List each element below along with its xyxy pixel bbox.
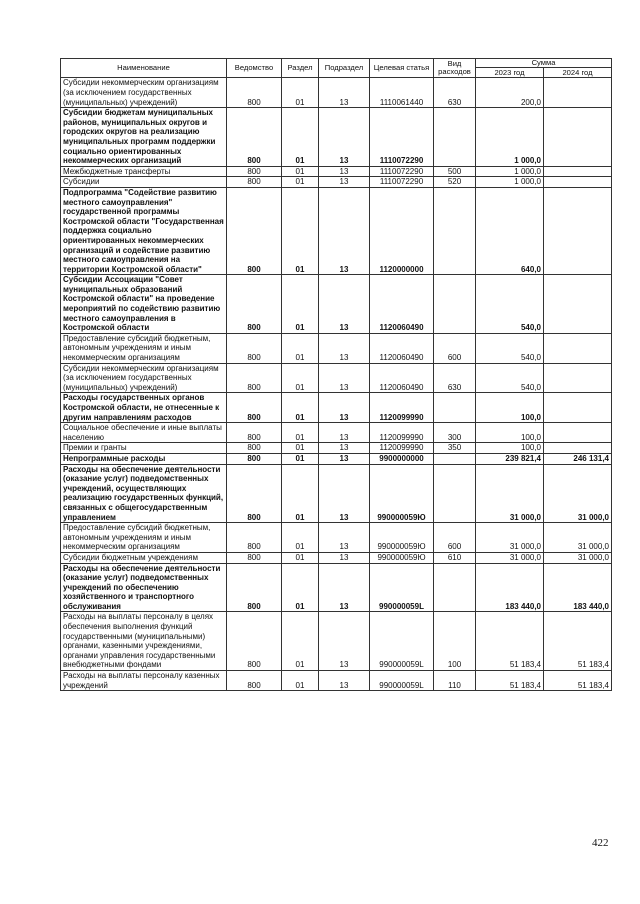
cell-razdel: 01 — [282, 453, 319, 464]
cell-vid: 630 — [434, 78, 476, 108]
cell-2023: 540,0 — [476, 275, 544, 334]
cell-2023: 31 000,0 — [476, 552, 544, 563]
cell-podrazdel: 13 — [319, 552, 370, 563]
header-2024: 2024 год — [544, 68, 612, 78]
cell-2023: 51 183,4 — [476, 612, 544, 671]
cell-razdel: 01 — [282, 78, 319, 108]
cell-vedomstvo: 800 — [227, 363, 282, 393]
cell-podrazdel: 13 — [319, 453, 370, 464]
cell-2024 — [544, 393, 612, 423]
cell-vedomstvo: 800 — [227, 108, 282, 167]
cell-2023: 540,0 — [476, 333, 544, 363]
cell-name: Субсидии некоммерческим организациям (за исключением государственных (муниципальных) учреждений) — [61, 363, 227, 393]
cell-target: 990000059Ю — [370, 523, 434, 553]
table-row — [61, 443, 612, 454]
cell-vedomstvo: 800 — [227, 275, 282, 334]
cell-name: Субсидии — [61, 177, 227, 188]
cell-2023: 1 000,0 — [476, 177, 544, 188]
cell-vid: 350 — [434, 443, 476, 454]
cell-2023: 31 000,0 — [476, 464, 544, 523]
cell-podrazdel: 13 — [319, 166, 370, 177]
cell-vedomstvo: 800 — [227, 552, 282, 563]
table-row — [61, 671, 612, 691]
header-razdel: Раздел — [282, 59, 319, 78]
table-row — [61, 78, 612, 108]
cell-vedomstvo: 800 — [227, 177, 282, 188]
cell-2024: 51 183,4 — [544, 671, 612, 691]
cell-2023: 640,0 — [476, 187, 544, 274]
cell-razdel: 01 — [282, 612, 319, 671]
cell-2024 — [544, 275, 612, 334]
cell-2023: 100,0 — [476, 423, 544, 443]
table-body — [61, 78, 612, 691]
cell-name: Субсидии Ассоциации "Совет муниципальных образований Костромской области" на проведение мероприятий по содействию развитию местного самоуправления в Костромской области — [61, 275, 227, 334]
cell-2023: 100,0 — [476, 393, 544, 423]
cell-2023: 100,0 — [476, 443, 544, 454]
cell-target: 990000059Ю — [370, 552, 434, 563]
cell-razdel: 01 — [282, 671, 319, 691]
cell-razdel: 01 — [282, 552, 319, 563]
cell-vedomstvo: 800 — [227, 443, 282, 454]
cell-target: 9900000000 — [370, 453, 434, 464]
cell-vedomstvo: 800 — [227, 563, 282, 612]
cell-name: Межбюджетные трансферты — [61, 166, 227, 177]
cell-vid: 630 — [434, 363, 476, 393]
table-row — [61, 523, 612, 553]
cell-2024 — [544, 333, 612, 363]
cell-name: Расходы государственных органов Костромской области, не отнесенные к другим направлениям расходов — [61, 393, 227, 423]
cell-vedomstvo: 800 — [227, 523, 282, 553]
cell-name: Расходы на обеспечение деятельности (оказание услуг) подведомственных учреждений, осуществляющих реализацию государственных функций, связанных с общегосударственным управлением — [61, 464, 227, 523]
cell-name: Предоставление субсидий бюджетным, автономным учреждениям и иным некоммерческим организациям — [61, 523, 227, 553]
cell-name: Субсидии бюджетным учреждениям — [61, 552, 227, 563]
table-row — [61, 166, 612, 177]
cell-podrazdel: 13 — [319, 523, 370, 553]
cell-podrazdel: 13 — [319, 187, 370, 274]
header-2023: 2023 год — [476, 68, 544, 78]
table-row — [61, 108, 612, 167]
table-row — [61, 612, 612, 671]
cell-vid — [434, 563, 476, 612]
cell-podrazdel: 13 — [319, 393, 370, 423]
cell-razdel: 01 — [282, 393, 319, 423]
cell-vid: 520 — [434, 177, 476, 188]
cell-2023: 51 183,4 — [476, 671, 544, 691]
cell-target: 1120060490 — [370, 363, 434, 393]
table-row — [61, 464, 612, 523]
cell-name: Расходы на выплаты персоналу в целях обеспечения выполнения функций государственными (муниципальными) органами, казенными учреждениями, органами управления государственными внебюджетными фондами — [61, 612, 227, 671]
cell-2024 — [544, 423, 612, 443]
table-row — [61, 187, 612, 274]
cell-2024 — [544, 177, 612, 188]
cell-podrazdel: 13 — [319, 333, 370, 363]
cell-vid: 610 — [434, 552, 476, 563]
cell-vedomstvo: 800 — [227, 333, 282, 363]
cell-vid: 600 — [434, 333, 476, 363]
cell-vedomstvo: 800 — [227, 78, 282, 108]
header-vid: Вид расходов — [434, 59, 476, 78]
cell-2024 — [544, 187, 612, 274]
cell-2024: 51 183,4 — [544, 612, 612, 671]
cell-vedomstvo: 800 — [227, 671, 282, 691]
cell-razdel: 01 — [282, 177, 319, 188]
cell-target: 1110072290 — [370, 108, 434, 167]
cell-podrazdel: 13 — [319, 423, 370, 443]
cell-razdel: 01 — [282, 443, 319, 454]
cell-name: Социальное обеспечение и иные выплаты населению — [61, 423, 227, 443]
cell-razdel: 01 — [282, 187, 319, 274]
cell-target: 1120099990 — [370, 423, 434, 443]
cell-target: 990000059L — [370, 612, 434, 671]
table-row — [61, 563, 612, 612]
table-row — [61, 333, 612, 363]
cell-vedomstvo: 800 — [227, 187, 282, 274]
header-vedomstvo: Ведомство — [227, 59, 282, 78]
cell-2023: 200,0 — [476, 78, 544, 108]
cell-vid — [434, 275, 476, 334]
cell-vid: 600 — [434, 523, 476, 553]
cell-podrazdel: 13 — [319, 275, 370, 334]
cell-razdel: 01 — [282, 108, 319, 167]
cell-2024: 31 000,0 — [544, 464, 612, 523]
cell-2024 — [544, 108, 612, 167]
cell-razdel: 01 — [282, 523, 319, 553]
cell-name: Расходы на обеспечение деятельности (оказание услуг) подведомственных учреждений по обеспечению хозяйственного и транспортного обслуживания — [61, 563, 227, 612]
cell-vid: 110 — [434, 671, 476, 691]
cell-target: 1120060490 — [370, 333, 434, 363]
cell-razdel: 01 — [282, 563, 319, 612]
header-target: Целевая статья — [370, 59, 434, 78]
cell-vid — [434, 464, 476, 523]
cell-target: 1120099990 — [370, 393, 434, 423]
cell-podrazdel: 13 — [319, 177, 370, 188]
cell-podrazdel: 13 — [319, 108, 370, 167]
cell-2024 — [544, 78, 612, 108]
cell-vedomstvo: 800 — [227, 393, 282, 423]
table-header — [61, 59, 612, 78]
cell-vid: 300 — [434, 423, 476, 443]
cell-podrazdel: 13 — [319, 443, 370, 454]
page-number: 422 — [592, 837, 609, 849]
cell-2024: 31 000,0 — [544, 552, 612, 563]
cell-name: Субсидии некоммерческим организациям (за исключением государственных (муниципальных) учреждений) — [61, 78, 227, 108]
cell-2023: 1 000,0 — [476, 108, 544, 167]
cell-2023: 540,0 — [476, 363, 544, 393]
cell-vid — [434, 393, 476, 423]
cell-name: Расходы на выплаты персоналу казенных учреждений — [61, 671, 227, 691]
cell-vedomstvo: 800 — [227, 166, 282, 177]
cell-podrazdel: 13 — [319, 671, 370, 691]
cell-vid — [434, 187, 476, 274]
cell-vid: 500 — [434, 166, 476, 177]
cell-2024: 183 440,0 — [544, 563, 612, 612]
budget-table — [60, 58, 612, 691]
cell-podrazdel: 13 — [319, 612, 370, 671]
cell-vedomstvo: 800 — [227, 423, 282, 443]
cell-2024: 246 131,4 — [544, 453, 612, 464]
cell-2024 — [544, 166, 612, 177]
cell-2024 — [544, 443, 612, 454]
cell-target: 1120000000 — [370, 187, 434, 274]
cell-target: 1110072290 — [370, 177, 434, 188]
cell-razdel: 01 — [282, 333, 319, 363]
cell-name: Субсидии бюджетам муниципальных районов, муниципальных округов и городских округов на реализацию муниципальных программ поддержки социально ориентированных некоммерческих организаций — [61, 108, 227, 167]
cell-podrazdel: 13 — [319, 563, 370, 612]
table-row — [61, 453, 612, 464]
cell-vid — [434, 108, 476, 167]
header-summa: Сумма — [476, 59, 612, 68]
header-name: Наименование — [61, 59, 227, 78]
cell-vid: 100 — [434, 612, 476, 671]
cell-name: Непрограммные расходы — [61, 453, 227, 464]
cell-target: 1110061440 — [370, 78, 434, 108]
cell-2023: 31 000,0 — [476, 523, 544, 553]
cell-podrazdel: 13 — [319, 78, 370, 108]
cell-razdel: 01 — [282, 464, 319, 523]
header-podrazdel: Подраздел — [319, 59, 370, 78]
cell-name: Подпрограмма "Содействие развитию местного самоуправления" государственной программы Костромской области "Государственная поддержка социально ориентированных некоммерческих организаций и содействие развитию местного самоуправления на территории Костромской области" — [61, 187, 227, 274]
cell-podrazdel: 13 — [319, 464, 370, 523]
cell-razdel: 01 — [282, 166, 319, 177]
cell-target: 990000059Ю — [370, 464, 434, 523]
cell-2024 — [544, 363, 612, 393]
cell-2023: 1 000,0 — [476, 166, 544, 177]
cell-name: Предоставление субсидий бюджетным, автономным учреждениям и иным некоммерческим организациям — [61, 333, 227, 363]
cell-target: 990000059L — [370, 671, 434, 691]
cell-razdel: 01 — [282, 423, 319, 443]
cell-2023: 239 821,4 — [476, 453, 544, 464]
table-row — [61, 275, 612, 334]
table-row — [61, 177, 612, 188]
cell-2023: 183 440,0 — [476, 563, 544, 612]
cell-target: 1110072290 — [370, 166, 434, 177]
cell-razdel: 01 — [282, 363, 319, 393]
table-row — [61, 552, 612, 563]
cell-target: 990000059L — [370, 563, 434, 612]
table-row — [61, 423, 612, 443]
table-row — [61, 393, 612, 423]
cell-vid — [434, 453, 476, 464]
cell-vedomstvo: 800 — [227, 464, 282, 523]
cell-2024: 31 000,0 — [544, 523, 612, 553]
cell-target: 1120060490 — [370, 275, 434, 334]
cell-target: 1120099990 — [370, 443, 434, 454]
cell-podrazdel: 13 — [319, 363, 370, 393]
cell-name: Премии и гранты — [61, 443, 227, 454]
cell-razdel: 01 — [282, 275, 319, 334]
cell-vedomstvo: 800 — [227, 612, 282, 671]
cell-vedomstvo: 800 — [227, 453, 282, 464]
table-row — [61, 363, 612, 393]
